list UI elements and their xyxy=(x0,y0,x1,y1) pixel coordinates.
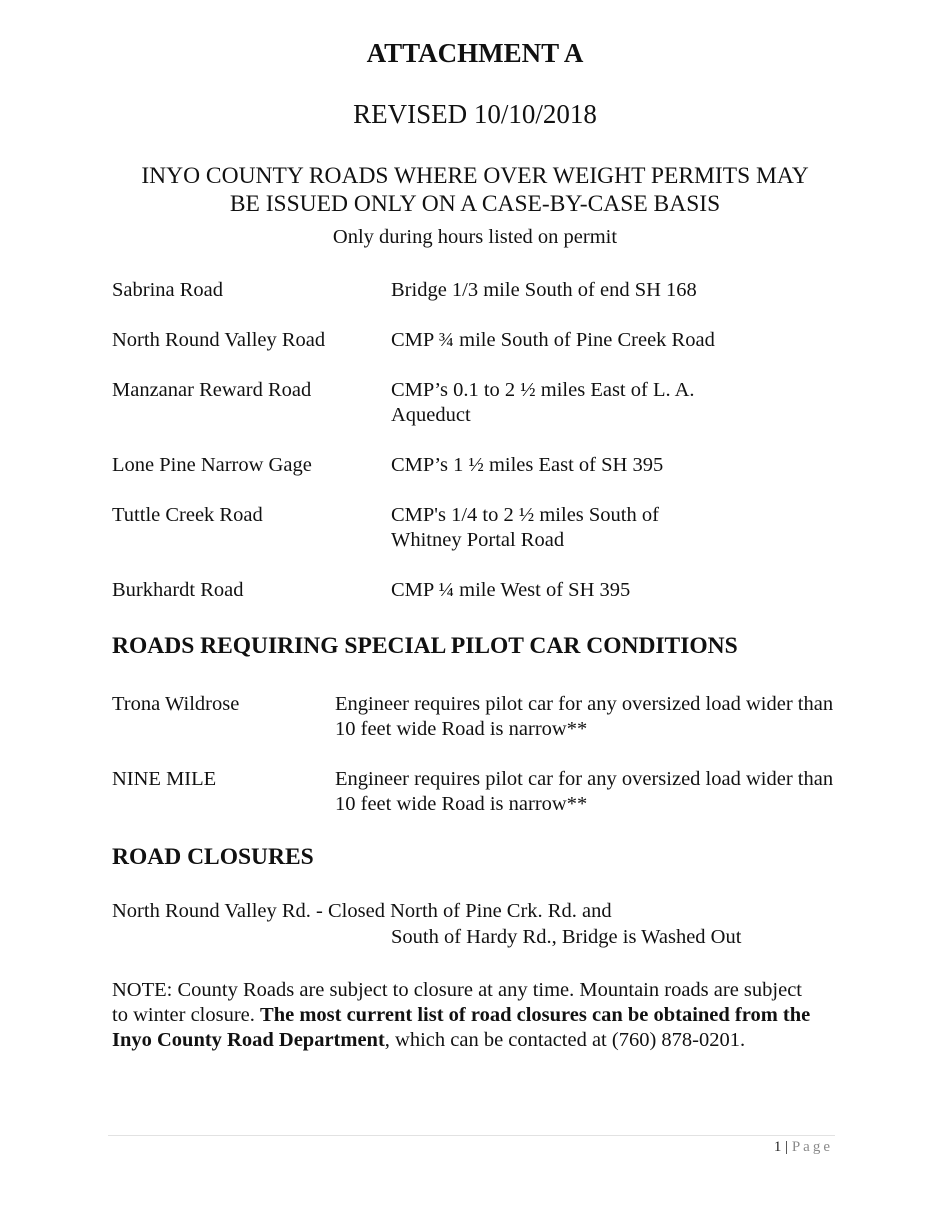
page-footer xyxy=(774,1138,833,1156)
permit-road-location: CMP ¾ mile South of Pine Creek Road xyxy=(391,329,715,351)
note-text-start: NOTE: County Roads are subject to closure at any time. Mountain roads are subject to winter closure. xyxy=(112,979,802,1026)
permit-road-name: Tuttle Creek Road xyxy=(112,504,263,526)
footer-divider xyxy=(108,1135,835,1136)
page-number: 1 xyxy=(773,1139,782,1155)
permit-road-name: Burkhardt Road xyxy=(112,579,244,601)
permit-road-location: CMP's 1/4 to 2 ½ miles South of Whitney Portal Road xyxy=(391,504,659,551)
document-title: ATTACHMENT A xyxy=(366,38,584,68)
permit-road-location: CMP’s 0.1 to 2 ½ miles East of L. A. Aqueduct xyxy=(391,379,695,426)
pilot-road-name: NINE MILE xyxy=(112,768,217,790)
permit-road-name: Lone Pine Narrow Gage xyxy=(112,454,312,476)
pilot-section-heading: ROADS REQUIRING SPECIAL PILOT CAR CONDITIONS xyxy=(112,633,738,659)
permit-road-name: Manzanar Reward Road xyxy=(112,379,312,401)
page-separator: | xyxy=(785,1139,789,1155)
pilot-road-condition: Engineer requires pilot car for any oversized load wider than 10 feet wide Road is narrow** xyxy=(335,768,834,815)
permit-road-name: Sabrina Road xyxy=(112,279,224,301)
permit-road-location: Bridge 1/3 mile South of end SH 168 xyxy=(391,279,697,301)
page-label: Page xyxy=(791,1139,833,1155)
revised-date: REVISED 10/10/2018 xyxy=(353,99,597,129)
pilot-road-name: Trona Wildrose xyxy=(112,693,240,715)
permit-section-heading xyxy=(0,162,950,218)
permit-heading-line-2: BE ISSUED ONLY ON A CASE-BY-CASE BASIS xyxy=(229,191,721,217)
permit-heading-line-1: INYO COUNTY ROADS WHERE OVER WEIGHT PERMITS MAY xyxy=(141,163,809,189)
note-text-end: , which can be contacted at (760) 878-0201. xyxy=(384,1029,746,1051)
permit-subheading: Only during hours listed on permit xyxy=(332,226,618,248)
closure-note xyxy=(112,978,812,1053)
closures-heading: ROAD CLOSURES xyxy=(112,844,314,870)
permit-road-name: North Round Valley Road xyxy=(112,329,326,351)
permit-road-location: CMP’s 1 ½ miles East of SH 395 xyxy=(391,454,664,476)
pilot-road-condition: Engineer requires pilot car for any oversized load wider than 10 feet wide Road is narrow** xyxy=(335,693,834,740)
note-emphasis: The most current list of road closures can be obtained from the Inyo County Road Department xyxy=(112,1004,811,1051)
closure-line-1: North Round Valley Rd. - Closed North of Pine Crk. Rd. and xyxy=(112,900,612,922)
permit-road-location: CMP ¼ mile West of SH 395 xyxy=(391,579,631,601)
closure-line-2: South of Hardy Rd., Bridge is Washed Out xyxy=(391,926,742,948)
